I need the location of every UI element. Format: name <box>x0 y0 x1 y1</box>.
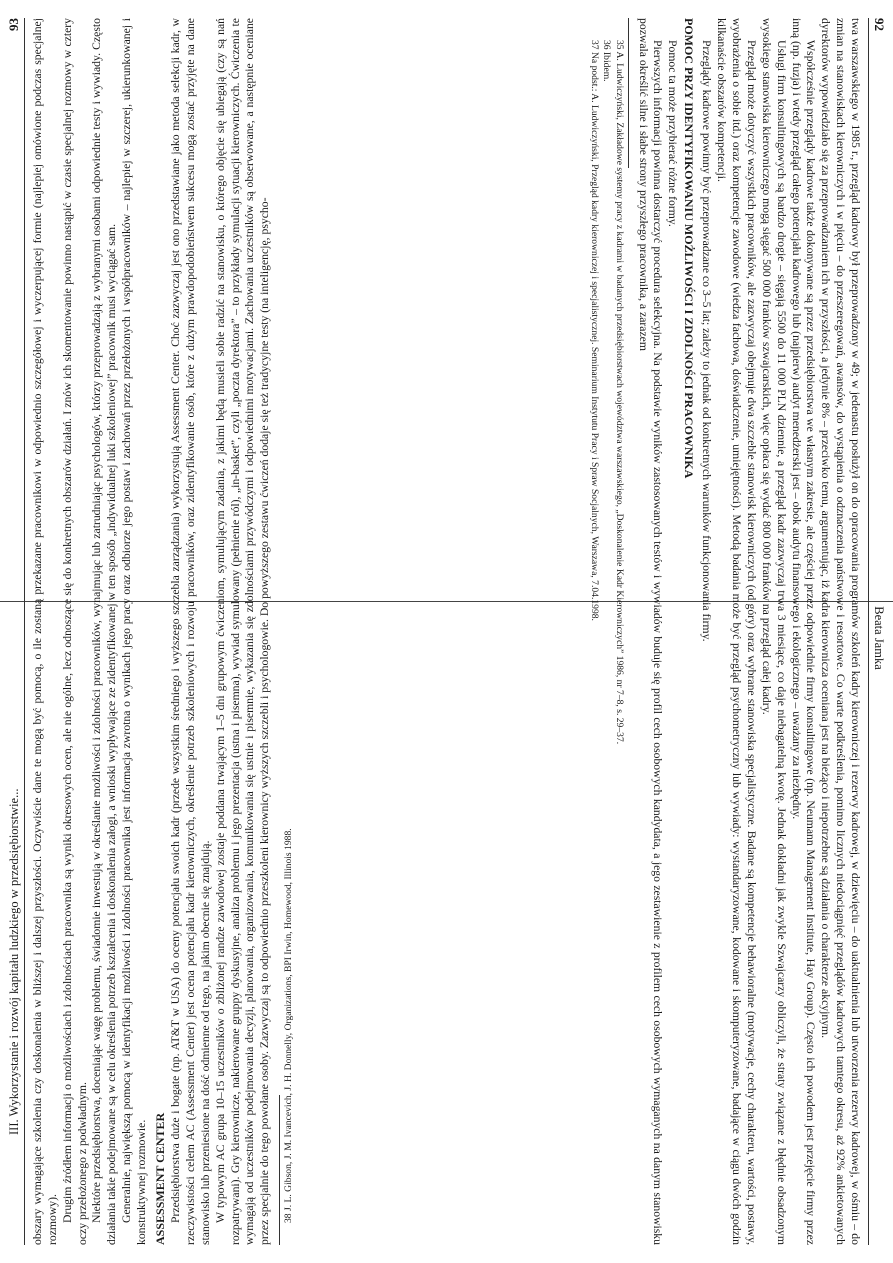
body-text <box>31 18 273 1245</box>
paragraph: Usługi firm konsultingowych są bardzo drogie – sięgają 5500 do 11 000 PLN dziennie, a przegląd kadr zazwyczaj trwa 3 miesiące, co daje niebagatelną kwotę. Jednak dokładni jak zwykle Szwajcarzy obliczyli, że straty związane z błędnie obsadzonym wysokiego stanowiska kierowniczego mogą sięgać 500 000 franków szwajcarskich, więc opłaca się wydać 800 000 franków na przegląd całej kadry. <box>759 18 788 1245</box>
paragraph: Pomoc ta może przybierać różne formy. <box>666 40 680 227</box>
running-title: Beata Jamka <box>872 606 886 670</box>
page-number: 93 <box>6 18 21 31</box>
paragraph: Współcześnie przeglądy kadrowe także dokonywane są przez przedsiębiorstwa we własnym zakresie, ale częściej przez odpowiednie firmy konsultingowe (np. Neumann Management Institute, Hay Group). Często ich powodem jest przejęcie firmy przez inną (np. fuzja) i wtedy przegląd całego potencjału kadrowego lub (najpierw) audyt menedżerski jest – obok audytu finansowego i ekologicznego – uważany za niezbędny. <box>789 18 818 1245</box>
section-heading: POMOC PRZY IDENTYFIKOWANIU MOŻLIWOŚCI I ZDOLNOŚCI PRACOWNIKA <box>681 18 696 479</box>
paragraph: Niektóre przedsiębiorstwa, doceniając wagę problemu, świadomie inwestują w określanie możliwości i zdolności pracowników, wynajmując lub zatrudniając psychologów, którzy przeprowadzają z wybranymi osobami odpowiednie testy i wywiady. Często działania takie podejmowane są w celu określenia potrzeb kształcenia i doskonalenia załogi, a wnioski wypływające ze zidentyfikowanej w ten sposób „indywidualnej luki szkoleniowej” pracownik musi wyciągać sam. <box>90 18 119 1245</box>
footnote: 37 Na podst.: A. Ludwiczyński, Przegląd kadry kierowniczej i specjalistycznej. Seminarium Instytutu Pracy i Spraw Socjalnych, Warszawa, 7.04.1998. <box>589 40 601 621</box>
running-head <box>868 18 887 1245</box>
footnote: 35 A. Ludwiczyński, Zakładowe systemy pracy z kadrami w badanych przedsiębiorstwach województwa warszawskiego, „Doskonalenie Kadr Kierowniczych” 1986, nr 7–8, s. 29–37. <box>613 40 625 745</box>
paragraph: twa warszawskiego w 1985 r., przegląd kadrowy był przeprowadzony w 49; w jedenastu posłużył on do opracowania programów szkoleń kadry kierowniczej i rezerwy kadrowej, w dziewięciu – do uaktualnienia lub utworzenia rezerwy kadrowej, w ośmiu – do zmian na stanowiskach kierowniczych i w pięciu – do przeszeregowań, awansów, do wystąpienia o odznaczenia państwowe i resortowe. Co warte podkreślenia, pomimo licznych niedociągnięć przeglądów kadrowych tamtego okresu, aż 92% ankietowanych dyrektorów wypowiedziało się za przeprowadzaniem ich w przyszłości, a jedynie 8% – przeciwko temu, argumentując, iż kadra kierownicza oceniana jest na bieżąco i niepotrzebne są działania o charakterze akcyjnym. <box>819 18 862 1245</box>
paragraph: W typowym AC grupa 10–15 uczestników o zbliżonej randze zawodowej zostaje poddana trwającym 1–5 dni grupowym ćwiczeniom, symulującym zadania, z jakimi będą musieli sobie radzić na stanowisku, o którego objęcie się ubiegają (czy są nań rozpatrywani). Gry kierownicze, nakierowane gruppy dyskusyjne, analiza problemu i jego prezentacja (ustna i pisemna), wywiad symulowany (pełnienie ról), „in-basket”, czyli „poczta dyrektora” – to przykłady symulacji sytuacji kierowniczych. Ćwiczenia te wymagają od uczestników podejmowania decyzji, planowania, organizowania, komunikowania się ustnie i pisemnie, wykazania się zdolnościami przywódczymi i odpowiednimi motywacjami. Zachowania uczestników są obserwowane, a następnie oceniane przez specjalnie do tego powołane osoby. Zazwyczaj są to odpowiednio przeszkoleni kierownicy wyższych szczebli i psychologowie. Do powyższego zestawu ćwiczeń dodaje się też tradycyjne testy (na inteligencję, psycho- <box>213 18 272 1245</box>
running-head <box>6 18 25 1245</box>
page-number: 92 <box>872 18 887 31</box>
footnote: 38 J. L. Gibson, J. M. Ivancevich, J. H. Donnelly, Organizations, BPI Irwin, Homewood, Illinois 1988. <box>283 828 295 1223</box>
paragraph: Przeglądy kadrowe powinny być przeprowadzane co 3–5 lat; zależy to jednak od konkretnych warunków funkcjonowania firmy. <box>700 40 714 642</box>
book-page-93 <box>0 0 446 1263</box>
footnote-rule <box>628 18 629 168</box>
running-title: III. Wykorzystanie i rozwój kapitału ludzkiego w przedsiębiorstwie... <box>7 788 21 1135</box>
book-page-92 <box>447 0 893 1263</box>
paragraph: Pierwszych informacji powinna dostarczyć procedura selekcyjna. Na podstawie wyników zastosowanych testów i wywiadów buduje się profil cech osobowych kandydata, a jego zestawienie z profilem cech osobowych wymaganych na danym stanowisku pozwala określić silne i słabe strony przyszłego pracownika, a zarazem <box>636 18 665 1245</box>
paragraph: Generalnie, największą pomocą w identyfikacji możliwości i zdolności pracownika jest informacja zwrotna o wynikach jego pracy oraz odbiorze jego postaw i zachowań przez przełożonych i współpracowników – najlepiej w szczerej, ukierunkowanej i konstruktywnej rozmowie. <box>120 18 149 1245</box>
paragraph: obszary wymagające szkolenia czy doskonalenia w bliższej i dalszej przyszłości. Oczywiście dane te mogą być pomocą, o ile zostaną przekazane pracownikowi w odpowiednio szczegółowej i wyczerpującej formie (najlepiej omówione podczas specjalnej rozmowy). <box>31 18 59 1245</box>
body-text <box>635 18 862 1245</box>
footnotes <box>283 18 295 1245</box>
paragraph: Drugim źródłem informacji o możliwościach i zdolnościach pracownika są wyniki okresowych ocen, ale nie ogólne, lecz odnoszące się do konkretnych obszarów działań. I znów ich skomentowanie powinno nastąpić w czasie specjalnej rozmowy w cztery oczy przełożonego z podwładnym. <box>60 18 89 1245</box>
paragraph: Przegląd może dotyczyć wszystkich pracowników, ale zazwyczaj obejmuje dwa szczeble stanowisk kierowniczych (od góry) oraz wybrane stanowiska specjalistyczne. Badane są kompetencje behawioralne (motywacje, cechy charakteru, wartości, postawy, wyobrażenia o sobie itd.) oraz kompetencje zawodowe (wiedza fachowa, doświadczenie, umiejętności). Metodą badania może być przegląd psychometryczny lub wywiady: wystandaryzowane, kodowane i skomputeryzowane, badające w ciągu dwóch godzin kilkanaście obszarów kompetencji. <box>715 18 758 1245</box>
footnote-rule <box>279 1095 280 1245</box>
footnote: 36 Ibidem. <box>601 40 613 82</box>
section-heading: ASSESSMENT CENTER <box>152 1112 167 1245</box>
paragraph: Przedsiębiorstwa duże i bogate (np. AT&T w USA) do oceny potencjału swoich kadr (przede wszystkim średniego i wyższego szczebla zarządzania) wykorzystują Assessment Center. Choć zazwyczaj jest ono przedstawiane jako metoda selekcji kadr, w rzeczywistości celem AC (Assessment Center) jest ocena potencjału kadr kierowniczych, określenie potrzeb szkoleniowych i rozwoju pracowników, oraz zidentyfikowanie osób, które z dużym prawdopodobieństwem sukcesu mogą zostać przyjęte na dane stanowisko lub przeniesione na dość odmienne od tego, na jakim obecnie się znajdują. <box>169 18 212 1245</box>
footnotes <box>588 18 625 1245</box>
